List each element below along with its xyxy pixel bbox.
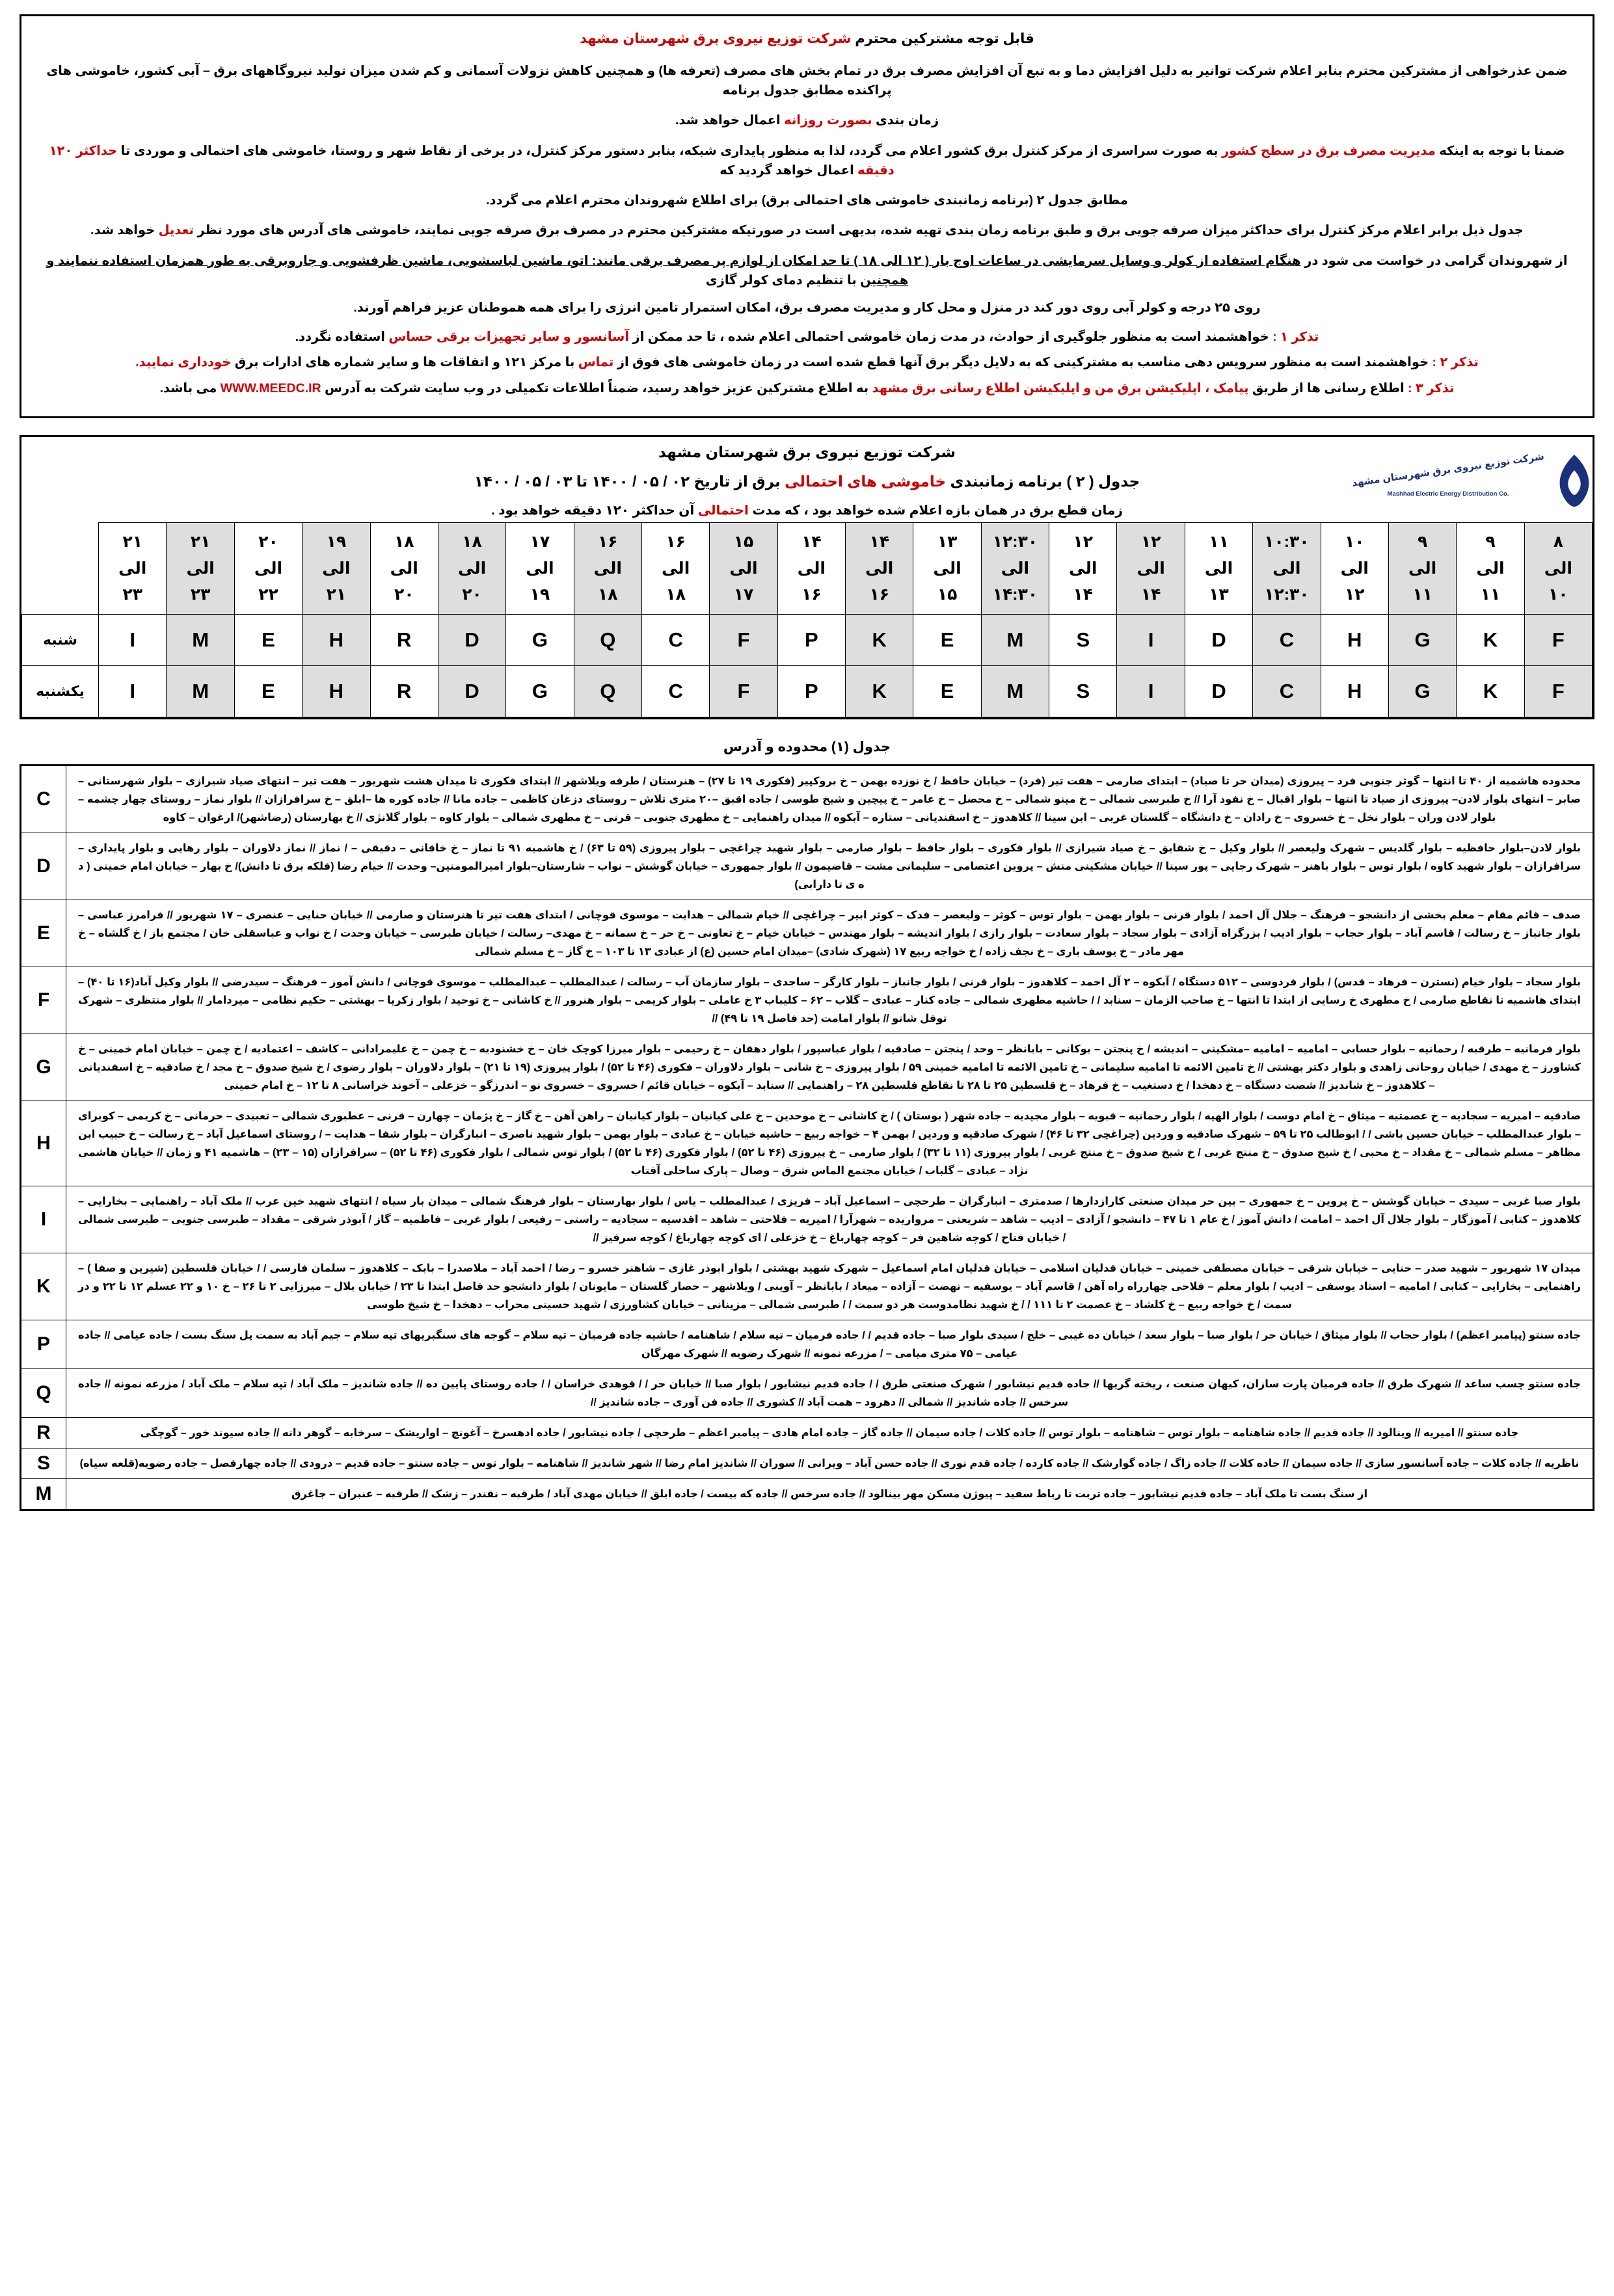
note-2-highlight-2: خودداری نمایید. (135, 355, 232, 370)
notice-paragraph-2b (38, 191, 1576, 210)
note-3-text: اطلاع رسانی ها از طریق (1248, 380, 1408, 395)
time-separator: الی (1204, 559, 1233, 578)
time-separator: الی (729, 559, 758, 578)
zone-letter-cell: I (1117, 665, 1185, 717)
time-separator: الی (118, 559, 147, 578)
company-logo (1351, 451, 1582, 511)
zone-description-cell: از سنگ بست تا ملک آباد – جاده قدیم نیشابور – جاده تربت تا رباط سفید – پیوژن مسکن مهر بینالود // جاده سرخس // جاده که بیست / جاده ابلق // خیابان مهدی آباد / طرقبه – نقندر – زشک // طرقبه – عنبران – جاغرق (66, 1479, 1594, 1510)
zone-code-cell: E (21, 900, 66, 967)
time-end: ۲۱ (326, 585, 347, 604)
time-start: ۲۰ (258, 533, 278, 552)
notice-p3-highlight: تعدیل (158, 223, 194, 238)
time-start: ۱۴ (801, 533, 822, 552)
notice-title-company: شرکت توزیع نیروی برق شهرستان مشهد (580, 31, 852, 46)
logo-name-fa: شرکت توزیع نیروی برق شهرستان مشهد (1351, 451, 1545, 489)
time-start: ۱۵ (733, 533, 754, 552)
zone-letter-cell: P (777, 614, 845, 665)
time-slot-cell (846, 522, 913, 614)
zone-letter-cell: R (370, 665, 438, 717)
notice-p2-middle: به صورت سراسری از مرکز کنترل برق کشور اعلام می گردد، لذا به منظور پایداری شبکه، بنابر دستور مرکز کنترل، در برخی از نقاط شهر و روستا، خاموشی های احتمالی و موردی تا (117, 143, 1222, 158)
zone-letter-cell: C (1253, 665, 1321, 717)
zone-letter-cell: E (913, 665, 981, 717)
zone-description-cell: میدان ۱۷ شهریور – شهید صدر – حنایی – خیابان شرقی – خیابان مصطفی خمینی – خیابان قدلیان اسلامی – خیابان قدلیان امام اسماعیل – شهرک شهید بهشتی / بلوار ابوذر غازی – شاهنر خسرو – رضا / احمد آباد – ملاصدرا – بابک – کلاهدوز – سلمان فارسی / / خیابان فلسطین (شیرین و صفا ) – راهنمایی – بخارایی – کتابی / امامیه – استاد یوسفی – ادیب / بلوار معلم – فلاحی چهارراه راه آهن / قاسم آباد – یوسفیه – نهضت – آزاده – میعاد / بابانظر – آوینی / ویلاشهر – حصار گلستان – مایونان / بلوار دانشجو حد فاصل ابتدا تا ۲۳ / خیابان بلال – میرزایی ۲ تا ۲۶ – خ ۱۰ و ۲۲ عسلم ۱۲ تا ۲۲ و در سمت / خ خواجه ربیع – خ کلشاد – خ عصمت ۲ تا ۱۱۱ / / خ شهید نظامدوست هر دو سمت / / طبرسی شمالی – مزینانی – خیابان کشاورزی / شهید حسینی محراب – دهخدا – خ شیخ طوسی (66, 1253, 1594, 1320)
schedule-header (21, 437, 1593, 522)
zone-letter-cell: C (1253, 614, 1321, 665)
zone-code-cell: H (21, 1101, 66, 1186)
notice-p3-suffix: خواهد شد. (90, 223, 159, 238)
schedule-time-header (22, 522, 1593, 614)
note-2-highlight-1: تماس (578, 355, 614, 370)
time-start: ۸ (1553, 533, 1563, 552)
time-start: ۱۶ (598, 533, 618, 552)
schedule-subtitle (247, 502, 1367, 518)
time-slot-cell (438, 522, 505, 614)
note-1-suffix: استفاده نگردد. (295, 330, 389, 345)
notice-note-2 (38, 353, 1576, 372)
zone-description-cell: جاده سنتو چسب ساعد // شهرک طرق // جاده فرمیان پارت سازان، کیهان صنعت ، ریخته گریها // جاده قدیم نیشابور / شهرک صنعتی طرق / / جاده قدیم نیشابور / بلوار صبا // خیابان حر / / قوهدی خراسان / / جاده روستای پایین ده // جاده شاندیز – ملک آباد / تپه سلام – ملک آباد / مزرعه نمونه // جاده سرخس // جاده شاندیز // شمالی // دهرود – همت آباد // کشوری // جاده فن آوری – جاده شاندیز // (66, 1369, 1594, 1418)
notice-p4-prefix: از شهروندان گرامی در خواست می شود در (1300, 253, 1568, 268)
zone-letter-cell: H (303, 665, 370, 717)
notice-p1b-suffix: اعمال خواهد شد. (675, 113, 785, 128)
time-slot-cell (710, 522, 777, 614)
notice-p2b-text: مطابق جدول ۲ (برنامه زمانبندی خاموشی های احتمالی برق) برای اطلاع شهروندان محترم اعلام می گردد. (486, 193, 1128, 208)
time-start: ۱۷ (530, 533, 550, 552)
note-1-label: تذکر ۱ : (1272, 330, 1319, 345)
address-table-row (21, 833, 1594, 900)
time-start: ۱۹ (326, 533, 347, 552)
time-start: ۱۸ (394, 533, 414, 552)
day-name-cell: یکشنبه (22, 665, 99, 717)
time-slot-cell (1524, 522, 1592, 614)
notice-note-3 (38, 379, 1576, 398)
time-end: ۱۷ (733, 585, 754, 604)
zone-description-cell: محدوده هاشمیه از ۴۰ تا انتها – گوثر جنوبی فرد – پیروزی (میدان حر تا صیاد) – ابتدای صارمی – هفت تیر (فرد) – خیابان حافظ / خ نوزده بهمن – خ بروکپیر (فکوری ۱۹ تا ۲۷) – هنرستان / طرفه ویلاشهر // ابتدای فکوری تا میدان هشت شهریور – هفت تیر – انتهای صیاد شیرازی – بلوار شهرستانی – صابر – انتهای بلوار لادن– پیروزی از صیاد تا انتها – بلوار اقبال – خ نفوذ آرا // خ طبرسی شمالی – خ مینو شمالی – خ محصل – خ عامر – خ پیچین و شیخ طوسی / جاده اقبق –۲۰ متری تلاش – روستای دزغان کاظمی – جاده مانا // جاده کوره ها –ابلق – خ سرافرازان // بلوار نماز – روستای چهار چشمه – بلوار لادن وران – بلوار نخل – خ خسروی – خ رادان – خ دانشگاه – گلستان غربی – ابن سینا // کلاهدوز – خ اسفندیانی – ستاره – آبکوه // میدان راهنمایی – خ مطهری جنوبی – قرنی – خ مطهری شمالی – بلوار کاوه – بلوار گلانژی // خ بهارستان (رضاشهر)/ ارغوان – کاوه (66, 765, 1594, 833)
notice-p2-prefix: ضمنا با توجه به اینکه (1435, 143, 1565, 158)
zone-letter-cell: I (1117, 614, 1185, 665)
address-table-row (21, 900, 1594, 967)
zone-letter-cell: H (303, 614, 370, 665)
notice-paragraph-1b (38, 111, 1576, 130)
time-start: ۱۲:۳۰ (992, 533, 1038, 552)
zone-letter-cell: M (167, 614, 234, 665)
time-separator: الی (1272, 559, 1301, 578)
zone-code-cell: P (21, 1320, 66, 1369)
zone-letter-cell: D (1185, 665, 1252, 717)
time-slot-cell (234, 522, 302, 614)
time-end: ۱۲ (1344, 585, 1365, 604)
note-2-label: تذکر ۲ : (1432, 355, 1479, 370)
time-end: ۱۴ (1140, 585, 1161, 604)
zone-description-cell: ناظریه // جاده کلات – جاده آسانسور سازی // جاده سیمان // جاده کلات // جاده زاگ / جاده گوارشک // جاده کارده / جاده قدم نوری // جاده حسن آباد – ویرانی // سوران // شاندیز امام رضا // شهر شاندیز // شاهنامه – بلوار توس – جاده سنتو – جاده قدیم – درودی // جاده چهارفصل – جاده رضویه(قلعه سیاه) (66, 1448, 1594, 1479)
time-start: ۱۲ (1140, 533, 1161, 552)
zone-description-cell: بلوار لادن–بلوار حافظیه – بلوار گلدیس – شهرک ولیعصر // بلوار وکیل – خ شقایق – خ صیاد شیرازی // بلوار فکوری – بلوار حافظ – بلوار صارمی – بلوار شهید چراغچی – بلوار پیروزی (۵۹ تا ۶۳) / خ هاشمیه ۹۱ تا نماز – خ خاقانی – دقیقی – / نماز // نماز دلاوران – بلوار رهایی و بلوار پایداری –سرافرازان – بلوار شهید کاوه / بلوار توس – بلوار باهنر – شهرک رجایی – پور سینا // خیابان مشکینی منش – پروین اعتصامی – سلیمانی مشت – قاضیمون // بلوار جمهوری – خیابان گوشش – نواب – شارستان–بلوار امیرالمومنین– وحدت // خیام رضا (فلکه برق تا دانش)/ خ بهار – خیابان امام خمینی ( د ه ی تا دارابی) (66, 833, 1594, 900)
zone-letter-cell: M (167, 665, 234, 717)
schedule-subtitle-highlight: احتمالی (697, 503, 749, 518)
zone-letter-cell: C (641, 665, 709, 717)
time-separator: الی (593, 559, 622, 578)
notice-p2-suffix: اعمال خواهد گردید که (720, 163, 858, 178)
time-separator: الی (186, 559, 215, 578)
note-3-label: تذکر ۳ : (1408, 380, 1455, 395)
notice-box (20, 14, 1594, 418)
time-slot-cell (777, 522, 845, 614)
zone-letter-cell: S (1049, 665, 1117, 717)
schedule-title-highlight: خاموشی های احتمالی (785, 472, 947, 490)
zone-letter-cell: K (846, 614, 913, 665)
time-slot-cell (506, 522, 574, 614)
time-slot-cell (1388, 522, 1456, 614)
time-slot-cell (370, 522, 438, 614)
schedule-subtitle-prefix: زمان قطع برق در همان بازه اعلام شده خواهد بود ، که مدت (748, 503, 1123, 518)
time-end: ۱۳ (1209, 585, 1229, 604)
schedule-day-row (22, 614, 1593, 665)
note-3-highlight-apps: پیامک ، اپلیکیشن برق من و اپلیکیشن اطلاع رسانی برق مشهد (872, 380, 1249, 395)
zone-letter-cell: F (1524, 614, 1592, 665)
zone-code-cell: K (21, 1253, 66, 1320)
address-table-row (21, 967, 1594, 1034)
zone-letter-cell: F (710, 614, 777, 665)
zone-letter-cell: P (777, 665, 845, 717)
zone-letter-cell: G (1388, 614, 1456, 665)
time-separator: الی (1476, 559, 1505, 578)
schedule-section (20, 435, 1594, 719)
zone-letter-cell: K (846, 665, 913, 717)
zone-letter-cell: H (1321, 614, 1388, 665)
time-separator: الی (797, 559, 826, 578)
zone-letter-cell: R (370, 614, 438, 665)
time-end: ۲۳ (190, 585, 211, 604)
time-end: ۱۰ (1548, 585, 1568, 604)
time-end: ۲۲ (258, 585, 278, 604)
time-slot-cell (981, 522, 1049, 614)
schedule-body (22, 614, 1593, 717)
time-slot-cell (1457, 522, 1524, 614)
time-end: ۲۳ (122, 585, 142, 604)
notice-note-1 (38, 328, 1576, 347)
time-start: ۹ (1485, 533, 1496, 552)
notice-p1b-prefix: زمان بندی (872, 113, 939, 128)
notice-paragraph-5 (38, 298, 1576, 317)
zone-code-cell: D (21, 833, 66, 900)
outage-schedule-table (21, 522, 1593, 717)
zone-description-cell: بلوار فرمانیه – طرقبه / رحمانیه – بلوار حسابی – امامیه – امامیه –مشکینی – اندیشه / خ پنجتن – بوکانی – بابانظر – وحد / پنجتن – صادقیه / بلوار عباسپور / بلوار دهقان – خ رحیمی – بلوار میرزا کوچک خان – خ خشنودیه – خ چمن – خ علیمرادانی – کاشف – اعتمادیه / خ چمن – خیابان امام خمینی – خ کشاورز – خ مهدی / خیابان روحانی زاهدی و بلوار دکتر بهشتی // خ تامین الائمه تا امامیه سلیمانی – خ تامین الائمه تا امامیه خمینی ۵۹ / بلوار پیروزی – خ شانی – بلوار دلاوران – فکوری (۴۶ تا ۵۲) / بلوار پیروزی (۱۹ تا ۲۱) – بلوار دلاوران – بلوار رضوی / خ شیخ صدوق – خ مجد / خ صادقیه – خ اسفندیانی – کلاهدوز – خ شاندیز // شصت دستگاه – خ دهخدا / خ دستغیب – خ فرهاد – خ قلسطین ۲۵ تا ۲۸ تا نقاطع فلسطین ۲۸ – راهنمایی // سنابد – آبکوه – خیابان قائم / خسروی – خسروی نو – اندرزگو – خزعلی – آخوند خراسانی ۸ تا ۱۲ – خ امام خمینی (66, 1034, 1594, 1101)
note-3-middle: به اطلاع مشترکین عزیز خواهد رسید، ضمناً اطلاعات تکمیلی در وب سایت شرکت به آدرس (321, 380, 872, 395)
time-start: ۱۱ (1209, 533, 1229, 552)
address-table-row (21, 1479, 1594, 1510)
zone-letter-cell: G (506, 614, 574, 665)
notice-p1-text: ضمن عذرخواهی از مشترکین محترم بنابر اعلام شرکت توانیر به دلیل افزایش دما و به تبع آن افزایش مصرف برق در تمام بخش های مصرف (تعرفه ها) و همچنین کاهش نزولات آسمانی و کم شدن میزان تولید نیروگاههای برق – آبی کشور، خاموشی های پراکنده مطابق جدول برنامه (46, 64, 1568, 98)
time-end: ۱۲:۳۰ (1264, 585, 1310, 604)
notice-p4-suffix: با تنظیم دمای کولر گازی (705, 273, 861, 287)
time-end: ۱۴:۳۰ (992, 585, 1038, 604)
zone-letter-cell: D (438, 665, 505, 717)
zone-letter-cell: Q (574, 665, 641, 717)
time-slot-cell (913, 522, 981, 614)
zone-letter-cell: E (234, 614, 302, 665)
schedule-company-title: شرکت توزیع نیروی برق شهرستان مشهد (658, 443, 956, 461)
address-table-row (21, 765, 1594, 833)
note-3-suffix: می باشد. (159, 380, 221, 395)
zone-code-cell: I (21, 1186, 66, 1253)
time-end: ۲۰ (394, 585, 414, 604)
schedule-subtitle-suffix: آن حداکثر ۱۲۰ دقیقه خواهد بود . (491, 503, 698, 518)
zone-letter-cell: F (710, 665, 777, 717)
zone-letter-cell: C (641, 614, 709, 665)
time-slot-row (22, 522, 1593, 614)
zone-letter-cell: E (913, 614, 981, 665)
zone-code-cell: C (21, 765, 66, 833)
time-slot-cell (1117, 522, 1185, 614)
time-slot-cell (303, 522, 370, 614)
time-slot-cell (99, 522, 167, 614)
notice-paragraph-3 (38, 220, 1576, 240)
time-separator: الی (1340, 559, 1369, 578)
schedule-table-title (247, 473, 1367, 490)
time-separator: الی (254, 559, 283, 578)
logo-mark-icon (1550, 453, 1598, 508)
time-separator: الی (1544, 559, 1572, 578)
zone-code-cell: R (21, 1418, 66, 1448)
zone-letter-cell: K (1457, 665, 1524, 717)
time-end: ۲۰ (462, 585, 482, 604)
zone-description-cell: صدف – قائم مقام – معلم بخشی از دانشجو – فرهنگ – جلال آل احمد / بلوار قرنی – بلوار بهمن – بلوار توس – کوثر – ولیعصر – فدک – کوثر ابیر – چراغچی // خیام شمالی – هدایت – موسوی قوچانی / ابتدای هفت تیر تا هنرستان و صارمی // خیابان حنایی – عنصری – ۱۷ شهریور // فرامرز عباسی – بلوار جانباز – خ رسالت / قاسم آباد – بلوار حجاب – بلوار ادیب / بزرگراه آزادی – بلوار سجاد – بلوار سعادت – بلوار رازی / بلوار اندیشه – بلوار مهندس – خیابان خیام – خ تعاونی – خ حر – خ سمانه – خ مهدی– رسالت / خیابان طبرسی – خیابان وحدت / خ نواب و عباسقلی خان / مجتمع باز / خ گلشاه – خ مهر مادر – خ یوسف باری – خ نجف زاده / خ خواجه ربیع ۱۷ (شهرک شادی) –میدان امام حسین (ع) از عبادی ۱۳ تا ۱۰۳ – خ گاز – خ مسلم شمالی (66, 900, 1594, 967)
time-end: ۱۴ (1073, 585, 1094, 604)
address-table-row (21, 1448, 1594, 1479)
zone-description-cell: صادقیه – امیریه – سجادیه – خ عصمتیه – میثاق – خ امام دوست / بلوار الهیه / بلوار رحمانیه – قبویه – بلوار مجیدیه – جاده شهر ( بوستان ) / خ کاشانی – خ موحدین – خ علی کیانیان – بلوار کیانیان – راهن آهن – خ گاز – خ پژمان – چهارن – قرنی – عطبوری شمالی – تعبیدی – حرمانی – خ کریمی – کوبرای – بلوار عبدالمطلب – خیابان حسین باشی / / ابوطالب ۲۵ تا ۵۹ – شهرک صادقیه و وردین (چراغچی ۳۲ تا ۴۶) / شهرک صادقیه و وردین / بهمن ۴ – خواجه ربیع – حاشیه خیابان – خ عبادی – بلوار بهمن – بلوار شهید ناصری – انبارگران – بلوار شفا – هدایت – / روستای اسماعیل آباد – خ رسالت – خ حبیب ابن مظاهر – مسلم شمالی – خ مقداد – خ محبی / خ شیخ صدوق – خ منتج غربی / خ شیخ صدوق – خ منتج غربی / بلوار پیروزی (۱۱ تا ۳۲) / بلوار صارمی – خ پیروزی (۴۶ تا ۵۲) / بلوار فکوری (۴۶ تا ۵۲) / بلوار توس شمالی / بلوار فکوری (۴۶ تا ۵۲) – سرافرازان (۱۵ – ۲۳) – هاشمیه ۴۱ و زمان // خیابان هاشمی نژاد – عبادی – گلباب / خیابان مجتمع الماس شرق – وصال – پارک ساحلی آفتاب (66, 1101, 1594, 1186)
time-start: ۲۱ (122, 533, 142, 552)
address-table-row (21, 1320, 1594, 1369)
address-table-row (21, 1186, 1594, 1253)
notice-p5-text: روی ۲۵ درجه و کولر آبی روی دور کند در منزل و محل کار و مدیریت مصرف برق، امکان استمرار تامین انرژی را برای همه هموطنان عزیز فراهم آورند. (353, 300, 1261, 315)
notice-p2-highlight-2: حداکثر ۱۲۰ دقیقه (49, 143, 894, 178)
notice-paragraph-1 (38, 61, 1576, 100)
zone-letter-cell: K (1457, 614, 1524, 665)
time-start: ۱۴ (869, 533, 889, 552)
zone-code-cell: G (21, 1034, 66, 1101)
time-start: ۱۳ (937, 533, 958, 552)
notice-paragraph-2 (38, 141, 1576, 180)
notice-paragraph-4 (38, 251, 1576, 290)
zone-letter-cell: I (99, 614, 167, 665)
note-3-website-url[interactable]: WWW.MEEDC.IR (220, 380, 321, 395)
zone-letter-cell: H (1321, 665, 1388, 717)
time-slot-cell (1253, 522, 1321, 614)
schedule-day-row (22, 665, 1593, 717)
note-1-highlight: آسانسور و سایر تجهیزات برقی حساس (388, 330, 630, 345)
zone-letter-cell: S (1049, 614, 1117, 665)
time-start: ۱۰:۳۰ (1264, 533, 1310, 552)
address-table-row (21, 1418, 1594, 1448)
zone-description-cell: جاده سنتو (پیامبر اعظم) / بلوار حجاب // بلوار میثاق / خیابان حر / بلوار صبا – بلوار سعد / خیابان ده غیبی – خلج / سیدی بلوار صبا – جاده قدیم / / جاده فرمیان – تپه سلام / شاهنامه / حاشیه جاده فرمیان – تپه سلام – گوجه های سنگبریهای تپه سلام – جیم آباد به سمت پل سنگ بست / جاده عیامی // جاده عیامی – ۷۵ متری میامی – / مزرعه نمونه // شهرک رضویه // شهرک مهرگان (66, 1320, 1594, 1369)
logo-name-en: Mashhad Electric Energy Distribution Co. (1387, 490, 1509, 498)
day-name-cell: شنبه (22, 614, 99, 665)
notice-p3-prefix: جدول ذیل برابر اعلام مرکز کنترل برای حداکثر میزان صرفه جویی برق و طبق برنامه زمان بندی تهیه شده، بدیهی است در صورتیکه مشترکین محترم در مصرف برق صرفه جویی نمایند، خاموشی های آدرس های مورد نظر (193, 223, 1524, 238)
time-slot-cell (574, 522, 641, 614)
address-table-row (21, 1034, 1594, 1101)
zone-code-cell: Q (21, 1369, 66, 1418)
zone-letter-cell: D (1185, 614, 1252, 665)
address-table (20, 764, 1594, 1512)
time-slot-cell (1049, 522, 1117, 614)
time-end: ۱۱ (1412, 585, 1432, 604)
time-separator: الی (1001, 559, 1030, 578)
zone-letter-cell: E (234, 665, 302, 717)
time-start: ۹ (1417, 533, 1428, 552)
zone-letter-cell: M (981, 614, 1049, 665)
notice-p4-underlined: هنگام استفاده از کولر و وسایل سرمایشی در ساعات اوج بار ( ۱۲ الی ۱۸ ) تا حد امکان از لوازم پر مصرف برقی مانند: اتو، ماشین لباسشویی، ماشین ظرفشویی و جاروبرقی به طور همزمان استفاده ننمایند و همچنین (46, 253, 1301, 287)
zone-description-cell: بلوار سجاد – بلوار خیام (نسترن – فرهاد – قدس) / بلوار فردوسی – ۵۱۲ دستگاه / آبکوه – ۲ آل احمد – کلاهدوز – بلوار قرنی / بلوار جانباز – بلوار کارگر – ساجدی – بلوار سازمان آب – رسالت / عبدالمطلب – عبدالمطلب – موسوی قوچانی / دانش آموز – فرهنگ – سیدرضی // بلوار وکیل آباد(۱۶ تا ۴۰) – ابتدای هاشمیه تا نقاطع صارمی / خ مطهری خ رسایی از ابتدا تا انتها – خ صاحب الزمان – سنابد / / حاشیه مطهری شمالی – جاده کنار – عبادی – گلاب – ۶۲ – کلیباب ۳ خ عاملی – بلوار کریمی – بلوار هنرور // خ کاشانی – خ توحید / بلوار زکریا – بهشتی – حکیم نظامی – میردامار // بلوار منتظری – شهرک توفل شاتو // بلوار امامت (حد فاصل ۱۹ تا ۴۹) // (66, 967, 1594, 1034)
time-end: ۱۱ (1480, 585, 1501, 604)
address-table-row (21, 1101, 1594, 1186)
notice-title (38, 31, 1576, 47)
zone-code-cell: S (21, 1448, 66, 1479)
time-end: ۱۹ (530, 585, 550, 604)
time-slot-cell (167, 522, 234, 614)
zone-code-cell: M (21, 1479, 66, 1510)
time-start: ۱۲ (1073, 533, 1094, 552)
time-separator: الی (1408, 559, 1437, 578)
zone-letter-cell: G (506, 665, 574, 717)
time-start: ۱۸ (462, 533, 482, 552)
time-slot-cell (641, 522, 709, 614)
note-2-text: خواهشمند است به منظور سرویس دهی مناسب به مشترکینی که به دلایل دیگر برق آنها قطع شده است در زمان خاموشی های فوق از (613, 355, 1432, 370)
schedule-title-prefix: جدول ( ۲ ) برنامه زمانبندی (946, 472, 1140, 490)
zone-code-cell: F (21, 967, 66, 1034)
address-table-title: جدول (۱) محدوده و آدرس (723, 739, 891, 754)
zone-letter-cell: D (438, 614, 505, 665)
schedule-title-suffix: برق از تاریخ ۰۲ / ۰۵ / ۱۴۰۰ تا ۰۳ / ۰۵ / ۱۴۰۰ (474, 472, 785, 490)
time-separator: الی (933, 559, 962, 578)
time-separator: الی (526, 559, 554, 578)
time-separator: الی (1137, 559, 1165, 578)
time-end: ۱۶ (801, 585, 822, 604)
time-separator: الی (865, 559, 894, 578)
notice-p2-highlight-1: مدیریت مصرف برق در سطح کشور (1221, 143, 1436, 158)
notice-p1b-highlight: بصورت روزانه (784, 113, 872, 128)
notice-title-prefix: قابل توجه مشترکین محترم (851, 31, 1034, 46)
zone-letter-cell: G (1388, 665, 1456, 717)
schedule-titles (247, 444, 1367, 518)
zone-description-cell: بلوار صبا غربی – سیدی – خیابان گوشش – خ پروین – خ جمهوری – بین حر میدان صنعتی کارازدارها / صدمتری – انبارگران – طرحچی – اسماعیل آباد – فریزی / عبدالمطلب – یاس / بلوار بهارستان – بلوار فرهنگ شمالی – میدان بار سیاه / انتهای شهید خین عرب // ملک آباد – راهنمایی – بخارایی – کلاهدوز – کتابی / آموزگار – بلوار جلال آل احمد – امامت / دانش آموز / خ عام ۱ تا ۴۷ – دانشجو / آزادی – ادیب – شاهد – شریعتی – مرواریده – شهرآرا / امیریه – فلاحتی – شاهد – اقدسیه – سجادیه – راستی – رفیعی / بلوار غربی – فاطمیه – گاز / آبوذر شرقی – مقداد – طبرسی جنوبی – طبرسی شمالی / خیابان فتاح / کوچه شاهین فر – کوچه چهارباغ – خ خزعلی / ای کوچه چهارباغ / کوچه سرفیز // (66, 1186, 1594, 1253)
zone-description-cell: جاده سنتو // امیریه // وینالود // جاده قدیم // جاده شاهنامه – بلوار توس – شاهنامه – بلوار توس // جاده کلات / جاده سیمان // جاده گاز – جاده امام هادی – پیامبر اعظم – طرحچی / جاده نیشابور / جاده ادهسرخ – آغونچ – اواریشک – سرخابه – گوهر دانه // جاده سیوند خور – گوچگی (66, 1418, 1594, 1448)
zone-letter-cell: F (1524, 665, 1592, 717)
time-start: ۱۰ (1344, 533, 1365, 552)
time-end: ۱۸ (666, 585, 686, 604)
time-start: ۲۱ (190, 533, 211, 552)
time-slot-cell (1185, 522, 1252, 614)
zone-letter-cell: M (981, 665, 1049, 717)
schedule-corner-cell (22, 522, 99, 614)
time-end: ۱۵ (937, 585, 958, 604)
time-end: ۱۸ (598, 585, 618, 604)
zone-letter-cell: Q (574, 614, 641, 665)
note-1-text: خواهشمند است به منظور جلوگیری از حوادث، در مدت زمان خاموشی احتمالی اعلام شده ، تا حد ممکن از (629, 330, 1273, 345)
time-separator: الی (390, 559, 418, 578)
time-slot-cell (1321, 522, 1388, 614)
time-start: ۱۶ (666, 533, 686, 552)
time-separator: الی (457, 559, 487, 578)
note-2-middle: با مرکز ۱۲۱ و اتفاقات ها و سایر شماره های ادارات برق (231, 355, 578, 370)
address-table-row (21, 1253, 1594, 1320)
time-separator: الی (1069, 559, 1097, 578)
time-end: ۱۶ (869, 585, 889, 604)
address-table-row (21, 1369, 1594, 1418)
time-separator: الی (662, 559, 690, 578)
zone-letter-cell: I (99, 665, 167, 717)
time-separator: الی (322, 559, 351, 578)
